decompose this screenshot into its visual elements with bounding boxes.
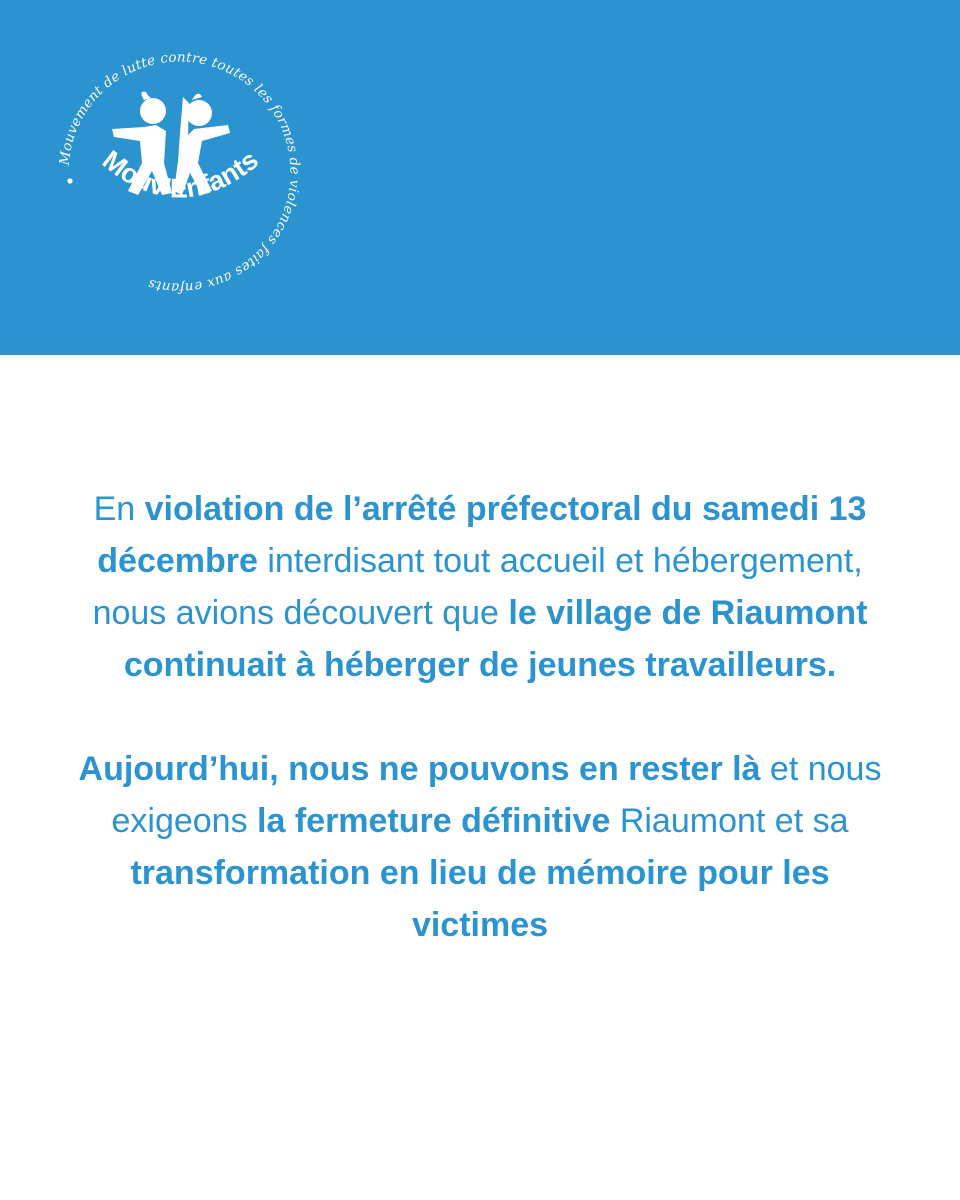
text-segment: En (93, 490, 145, 528)
text-segment-bold: le village de Riaumont continuait à héberger de jeunes travailleurs. (123, 594, 868, 684)
announcement-text (70, 483, 890, 951)
logo-brand-name: Mouv’Enfants (96, 144, 264, 204)
text-segment: et nous exigeons (111, 750, 882, 840)
mouv-enfants-logo (52, 45, 307, 300)
logo-tagline: Mouvement de lutte contre toutes les formes de violences faites aux enfants (56, 49, 303, 296)
text-segment: Riaumont et sa (610, 802, 849, 840)
text-segment-bold: Aujourd’hui, nous ne pouvons en rester là (78, 750, 761, 788)
paragraph-violation (70, 483, 890, 691)
paragraph-demand (70, 743, 890, 951)
header-banner (0, 0, 960, 355)
text-segment-bold: violation de l’arrêté préfectoral du samedi 13 décembre (97, 490, 867, 580)
text-segment-bold: transformation en lieu de mémoire pour les victimes (130, 854, 830, 944)
text-segment-bold: la fermeture définitive (257, 802, 611, 840)
text-segment: interdisant tout accueil et hébergement, nous avions découvert que (92, 542, 863, 632)
